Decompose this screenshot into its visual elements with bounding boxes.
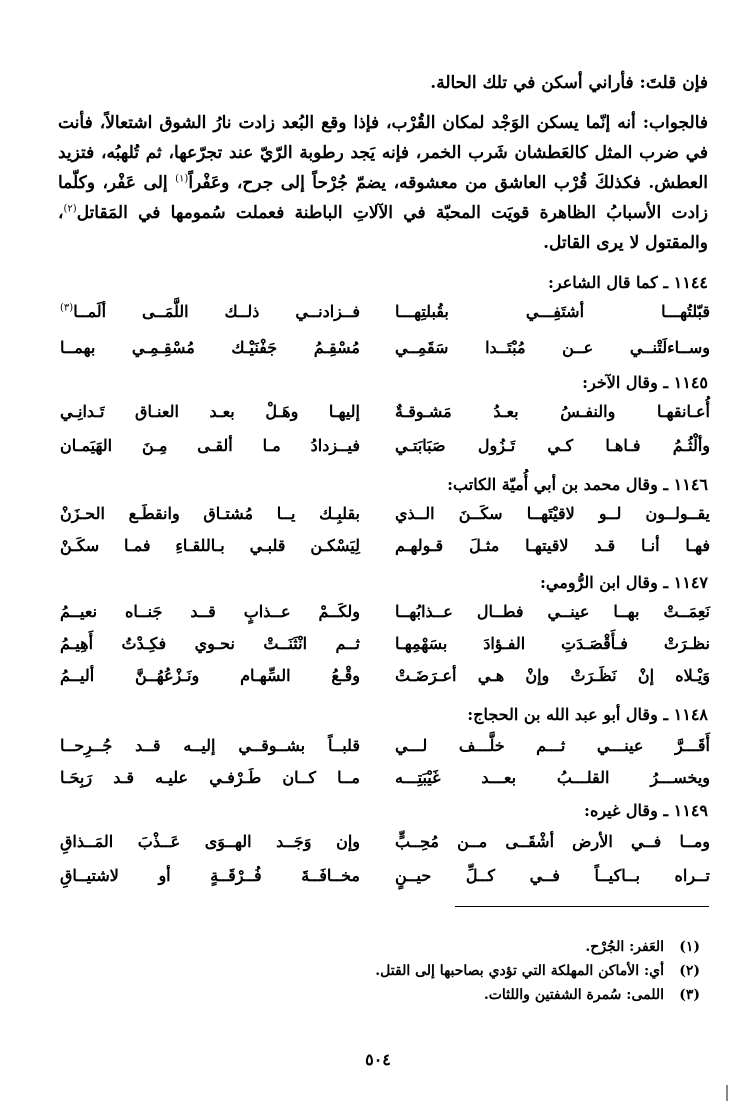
verse-second-hemistich: لِيَسْكـن قلبـي بـاللقـاءِ فمـا سكَـنْ <box>60 536 360 555</box>
poem-heading-1148: ١١٤٨ ـ وقال أبو عبد الله بن الحجاج: <box>467 705 708 724</box>
footnote-number: (١) <box>679 939 700 955</box>
verse-line <box>60 862 710 890</box>
verse-first-hemistich: يقــولــون لــو لاقيْتَهــا سكَــنَ الــذي <box>395 504 710 523</box>
poem-heading-1149: ١١٤٩ ـ وقال غيره: <box>584 801 708 820</box>
poem-heading-1146: ١١٤٦ ـ وقال محمد بن أبي أُميّة الكاتب: <box>447 475 708 494</box>
verse-line <box>60 298 710 326</box>
footnote-number: (٣) <box>679 987 700 1003</box>
footnote-ref-2: (٢) <box>63 203 77 215</box>
footnote-text: أي: الأماكن المهلكة التي تؤدي بصاحبها إلى القتل. <box>375 963 664 979</box>
verse-first-hemistich: أُعـانقهـا والنفـسُ بعـدُ مَشـوقـةٌ <box>395 402 710 421</box>
verse-second-hemistich: إليهـا وهَـلْ بعـد العنـاق تَـدانِـي <box>60 402 360 421</box>
verse-line <box>60 598 710 626</box>
paragraph-question-text: فإن قلتَ: فأراني أسكن في تلك الحالة. <box>430 73 708 93</box>
verse-first-hemistich: ويخســـرُ القلـــبُ بعـــد غَيْبَتِـــه <box>395 768 710 787</box>
verse-line <box>60 630 710 658</box>
footnote-1 <box>60 936 700 958</box>
poem-heading-1144: ١١٤٤ ـ كما قال الشاعر: <box>548 273 708 292</box>
footnote-2 <box>60 960 700 982</box>
verse-second-hemistich: مُسْقِـمُ جَفْنَيْـك مُسْقِـمِـي بهمــا <box>60 338 360 357</box>
verse-first-hemistich: وَيْـلاه إنْ نَظَـرَتْ وإنْ هـي أعـرَضَـتْ <box>395 666 710 685</box>
verse-line <box>60 532 710 560</box>
paragraph-question <box>58 68 708 98</box>
verse-line <box>60 732 710 760</box>
paragraph-answer-text-1: فالجواب: أنه إنّما يسكن الوَجْد لمكان القُرْب، فإذا وقع البُعد زادت نارُ الشوق اشتعالاً، فأنت في ضرب المثل كالعَطشان شَرب الخمر، فإنه يَجد رطوبة الرّيّ عند تجرّعها، ثم تُلهبُه، فتزيد العطش. فكذلكَ قُرْب العاشق من معشوقه، يضمّ جُرْحاً إلى جرح، وعَفْراً <box>58 113 708 193</box>
footnote-text: العَفر: الجُرْح. <box>585 939 664 955</box>
verse-first-hemistich: نظـرَتْ فـأَقْصَـدَتِ الفـؤادَ بسَهْمِهـا <box>395 634 710 653</box>
paragraph-answer-text-2: إلى عَفْر، وكلّما زادت الأسبابُ الظاهرة قويَت المحبّة في الآلاتِ الباطنة فعملت سُمومها في المَقاتل <box>58 173 708 223</box>
verse-line <box>60 432 710 460</box>
verse-line <box>60 764 710 792</box>
verse-first-hemistich: فهـا أنـا قـد لاقيتهـا مثـلَ قـولهـم <box>395 536 710 555</box>
verse-first-hemistich: نَعِمَــتْ بهــا عينــي فطــال عــذابُهــا <box>395 602 710 621</box>
footnote-ref-1: (١) <box>175 173 189 185</box>
poem-heading-1145: ١١٤٥ ـ وقال الآخر: <box>582 373 708 392</box>
verse-first-hemistich: قبّلتُهـــا أشتَفِـــي بقُبلتِهـــا <box>395 302 710 321</box>
verse-second-hemistich: مــا كــان طَـرْفـي عليـه قـد رَبِحَـا <box>60 768 360 787</box>
verse-line <box>60 662 710 690</box>
verse-second-hemistich: قلبــاً بشــوقــي إليــه قــد جُــرِحــا <box>60 736 360 755</box>
footnote-divider <box>455 906 709 907</box>
verse-second-hemistich: وإن وَجَــد الهــوَى عَــذْبَ المَــذاقِ <box>60 832 360 851</box>
footnote-3 <box>60 984 700 1006</box>
verse-line <box>60 398 710 426</box>
verse-first-hemistich: وألْثُـمُ فـاهـا كـي تَـزُول صَبَابَتـي <box>395 436 710 455</box>
poem-heading-1147: ١١٤٧ ـ وقال ابن الرُّومي: <box>540 573 708 592</box>
verse-first-hemistich: تــراه بــاكيــاً فــي كــلِّ حيــنٍ <box>395 866 710 885</box>
verse-second-hemistich: ولكَــمْ عــذابٍ قــد جَنــاه نعيــمُ <box>60 602 360 621</box>
verse-line <box>60 828 710 856</box>
verse-second-hemistich: وقْـعُ السِّهـام ونَـزْعُهُــنَّ أليــمُ <box>60 666 360 685</box>
verse-second-hemistich: ثــم انْثَنَــتْ نحـوي فكِـدْتُ أَهِيـمُ <box>60 634 360 653</box>
verse-second-hemistich: مخــافَــةَ فُــرْقَــةٍ أو لاشتيــاقِ <box>60 866 360 885</box>
verse-first-hemistich: وســاءلَتْنــي عــن مُبْتَــدا سَقَمِــي <box>395 338 710 357</box>
verse-first-hemistich: أَقَـــرَّ عينـــي ثـــم خلَّـــف لـــي <box>395 736 710 755</box>
verse-second-hemistich-text: فــزادنــي ذلــك اللَّمَــى ألَمــا <box>73 302 360 321</box>
paragraph-answer <box>58 108 708 258</box>
verse-second-hemistich: فيــزدادُ مـا ألقـى مِـنَ الهَيَمـان <box>60 436 360 455</box>
verse-second-hemistich <box>60 298 360 326</box>
footnote-text: اللمى: سُمرة الشفتين واللثات. <box>483 987 664 1003</box>
scan-edge-mark <box>726 1085 728 1101</box>
verse-first-hemistich: ومــا فــي الأرض أشْقَــى مــن مُحِــبٍّ <box>395 832 710 851</box>
paragraph-answer-text-3: ، والمقتول لا يرى القاتل. <box>58 203 708 253</box>
verse-line <box>60 500 710 528</box>
footnote-ref-3: (٣) <box>60 302 74 314</box>
page-number: ٥٠٤ <box>365 1050 391 1069</box>
footnote-number: (٢) <box>679 963 700 979</box>
verse-line <box>60 334 710 362</box>
verse-second-hemistich: بقلبِـك يــا مُشتـاق وانقطَـع الحـزَنْ <box>60 504 360 523</box>
